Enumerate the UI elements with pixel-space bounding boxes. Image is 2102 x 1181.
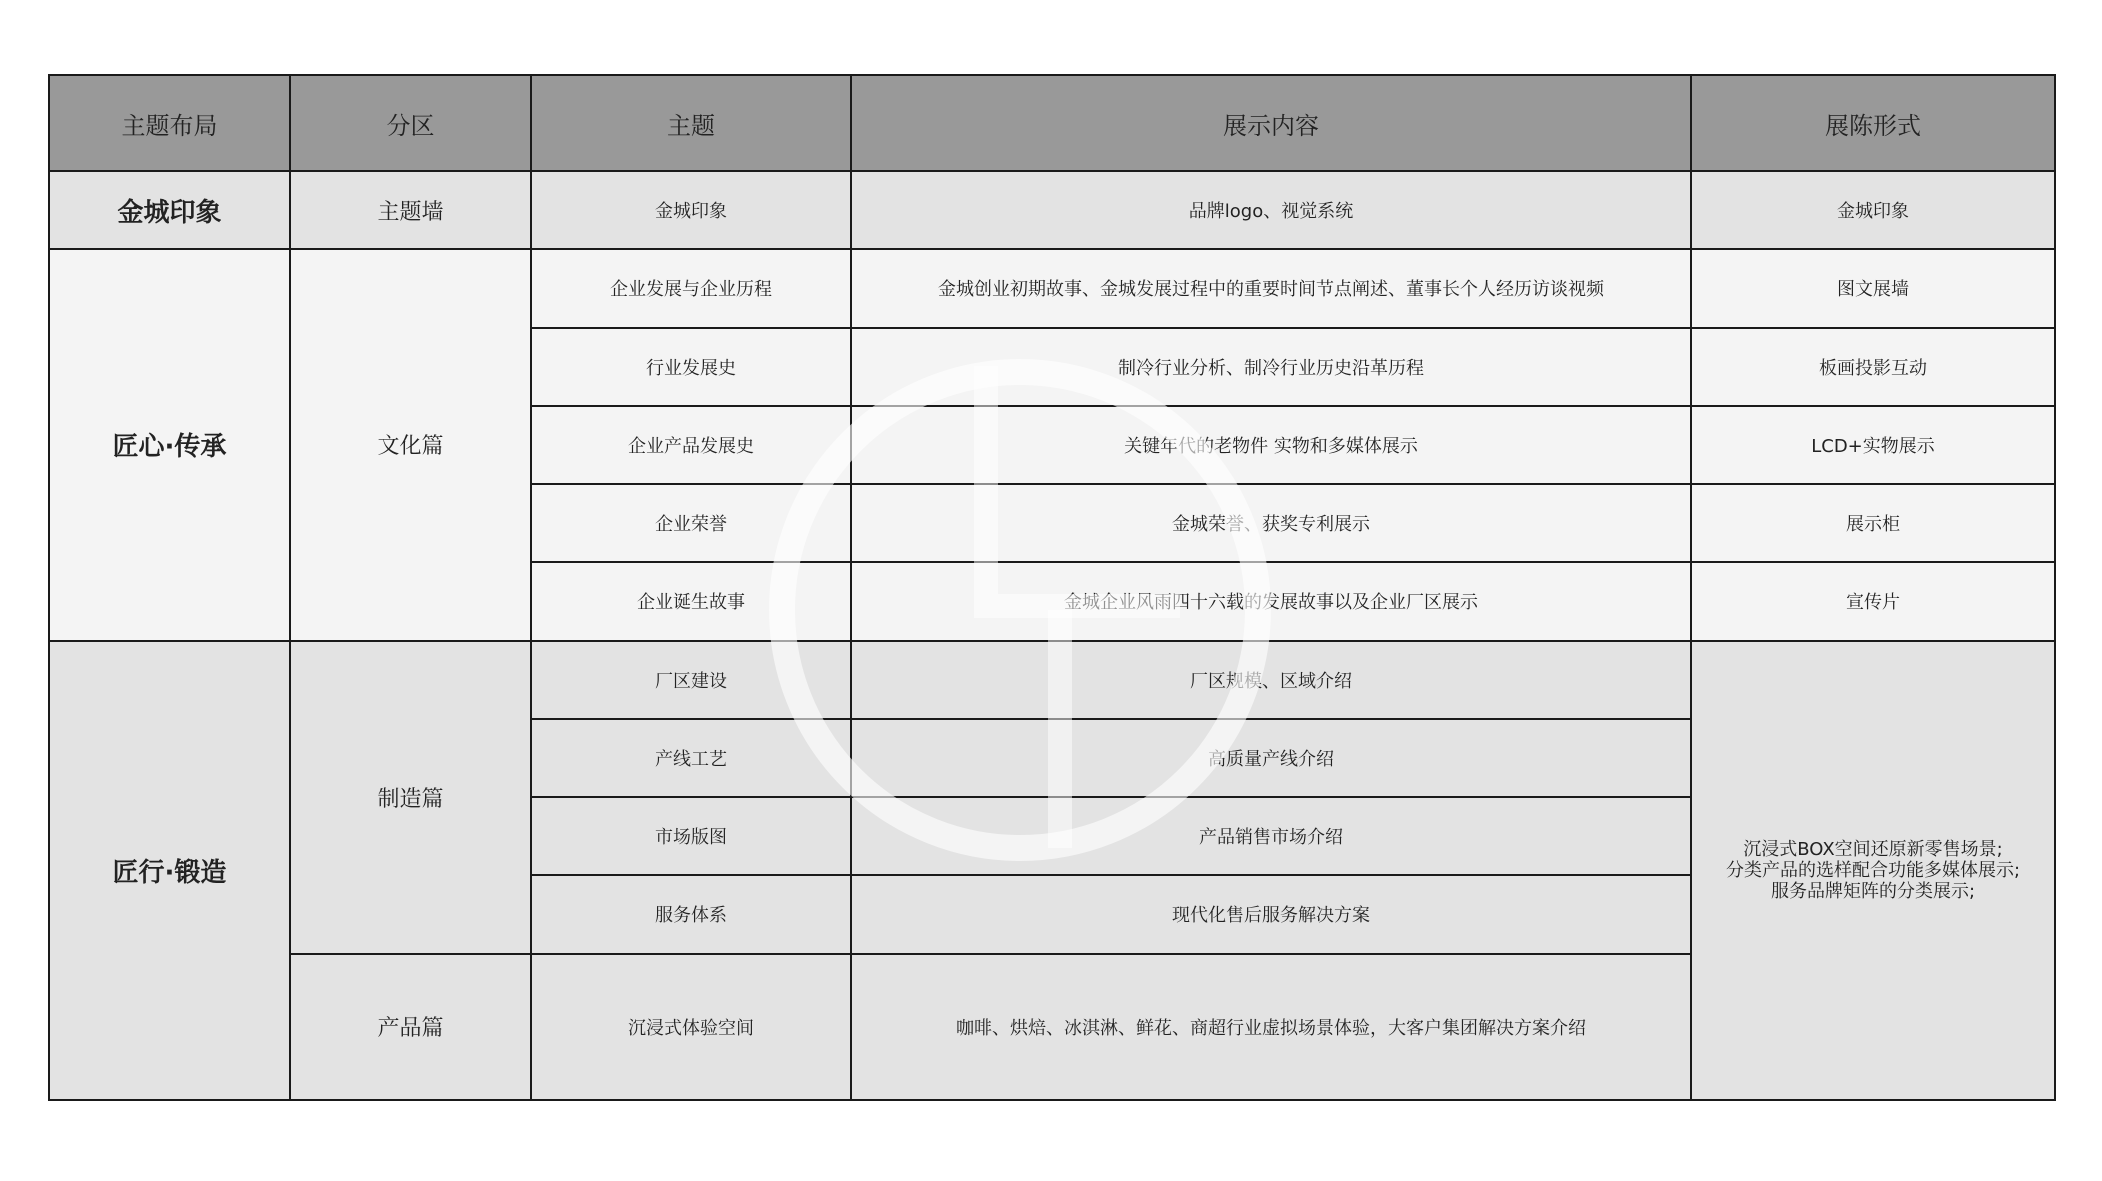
table-row [49, 641, 2055, 719]
content-cell: 品牌logo、视觉系统 [851, 171, 1691, 249]
table-row [49, 249, 2055, 327]
zone-cell: 产品篇 [290, 954, 531, 1101]
theme-cell: 行业发展史 [531, 328, 851, 406]
content-cell: 金城企业风雨四十六载的发展故事以及企业厂区展示 [851, 562, 1691, 640]
content-cell: 产品销售市场介绍 [851, 797, 1691, 875]
exhibition-plan-table [48, 74, 2056, 1101]
form-cell: 展示柜 [1691, 484, 2055, 562]
content-cell: 制冷行业分析、制冷行业历史沿革历程 [851, 328, 1691, 406]
table-row [49, 171, 2055, 249]
content-cell: 金城创业初期故事、金城发展过程中的重要时间节点阐述、董事长个人经历访谈视频 [851, 249, 1691, 327]
layout-cell: 匠行·锻造 [49, 641, 290, 1101]
table-header-row [49, 75, 2055, 171]
content-cell: 厂区规模、区域介绍 [851, 641, 1691, 719]
theme-cell: 产线工艺 [531, 719, 851, 797]
header-zone: 分区 [290, 75, 531, 171]
theme-cell: 企业诞生故事 [531, 562, 851, 640]
form-cell: LCD+实物展示 [1691, 406, 2055, 484]
form-cell: 宣传片 [1691, 562, 2055, 640]
form-line: 分类产品的选样配合功能多媒体展示; [1725, 859, 2021, 881]
layout-cell: 金城印象 [49, 171, 290, 249]
form-line: 沉浸式BOX空间还原新零售场景; [1743, 838, 2003, 860]
content-cell: 高质量产线介绍 [851, 719, 1691, 797]
content-cell: 金城荣誉、获奖专利展示 [851, 484, 1691, 562]
content-cell: 关键年代的老物件 实物和多媒体展示 [851, 406, 1691, 484]
form-line: 服务品牌矩阵的分类展示; [1770, 880, 1976, 902]
theme-cell: 金城印象 [531, 171, 851, 249]
header-theme: 主题 [531, 75, 851, 171]
header-form: 展陈形式 [1691, 75, 2055, 171]
content-cell: 现代化售后服务解决方案 [851, 875, 1691, 953]
form-cell: 金城印象 [1691, 171, 2055, 249]
theme-cell: 沉浸式体验空间 [531, 954, 851, 1101]
theme-cell: 市场版图 [531, 797, 851, 875]
zone-cell: 制造篇 [290, 641, 531, 954]
theme-cell: 企业产品发展史 [531, 406, 851, 484]
form-cell-shared [1691, 641, 2055, 1101]
form-cell: 图文展墙 [1691, 249, 2055, 327]
content-cell: 咖啡、烘焙、冰淇淋、鲜花、商超行业虚拟场景体验，大客户集团解决方案介绍 [851, 954, 1691, 1101]
theme-cell: 服务体系 [531, 875, 851, 953]
header-layout: 主题布局 [49, 75, 290, 171]
theme-cell: 企业发展与企业历程 [531, 249, 851, 327]
form-cell: 板画投影互动 [1691, 328, 2055, 406]
zone-cell: 文化篇 [290, 249, 531, 640]
theme-cell: 厂区建设 [531, 641, 851, 719]
layout-cell: 匠心·传承 [49, 249, 290, 640]
header-content: 展示内容 [851, 75, 1691, 171]
theme-cell: 企业荣誉 [531, 484, 851, 562]
zone-cell: 主题墙 [290, 171, 531, 249]
